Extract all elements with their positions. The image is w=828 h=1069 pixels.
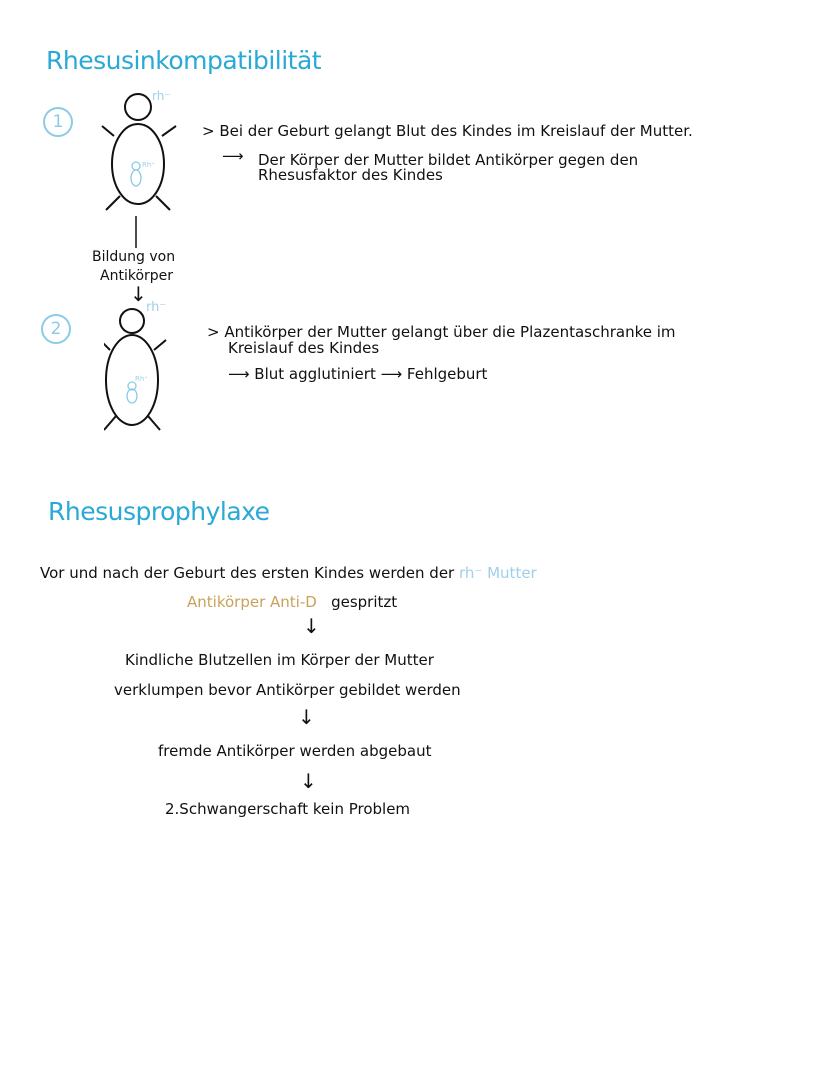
prophylaxis-antibody: Antikörper Anti-D <box>187 593 317 611</box>
prophylaxis-antibody-line <box>187 594 397 610</box>
prophylaxis-step-1a: Kindliche Blutzellen im Körper der Mutter <box>125 651 434 669</box>
prophylaxis-step-2: fremde Antikörper werden abgebaut <box>158 742 432 760</box>
step-1-fetus-label: Rh⁺ <box>142 161 155 169</box>
prophylaxis-arrow-3: ↓ <box>300 769 317 793</box>
step-1-line-2a: Der Körper der Mutter bildet Antikörper gegen den <box>258 151 639 169</box>
step-1-line-2b: Rhesusfaktor des Kindes <box>258 166 443 184</box>
prophylaxis-intro-highlight: rh⁻ Mutter <box>459 564 537 582</box>
formation-label-a: Bildung von <box>92 249 176 265</box>
step-2-line-1b: Kreislauf des Kindes <box>228 339 380 357</box>
section-title-rhesusinkompatibilitaet: Rhesusinkompatibilität <box>46 46 322 75</box>
step-2-rh-label: rh⁻ <box>146 300 167 315</box>
step-1-line-1: > Bei der Geburt gelangt Blut des Kindes im Kreislauf der Mutter. <box>202 122 693 140</box>
prophylaxis-arrow-2: ↓ <box>298 705 315 729</box>
step-2-miscarriage: Fehlgeburt <box>406 365 488 383</box>
prophylaxis-step-1b: verklumpen bevor Antikörper gebildet werden <box>114 681 461 699</box>
prophylaxis-arrow-1: ↓ <box>303 614 320 638</box>
step-2-agglutination: Blut agglutiniert <box>254 365 376 383</box>
step-1-number: 1 <box>52 112 64 132</box>
formation-arrow: ↓ <box>130 282 147 306</box>
formation-label-b: Antikörper <box>100 268 174 284</box>
step-1-number-circle <box>43 107 73 137</box>
section-title-rhesusprophylaxe: Rhesusprophylaxe <box>48 497 270 526</box>
step-2-line-2 <box>228 366 487 382</box>
prophylaxis-injected: gespritzt <box>331 593 398 611</box>
step-2-number-circle <box>41 314 71 344</box>
step-2-arrow-2: ⟶ <box>380 365 403 383</box>
prophylaxis-step-3: 2.Schwangerschaft kein Problem <box>165 800 411 818</box>
step-1-rh-label: rh⁻ <box>152 89 171 103</box>
prophylaxis-intro-text: Vor und nach der Geburt des ersten Kindes werden der <box>40 564 455 582</box>
step-2-fetus-label: Rh⁺ <box>135 375 148 383</box>
step-2-line-1a: > Antikörper der Mutter gelangt über die Plazentaschranke im <box>207 323 676 341</box>
prophylaxis-intro <box>40 565 537 581</box>
step-2-arrow-1: ⟶ <box>228 365 250 383</box>
step-1-arrow: ⟶ <box>222 147 244 165</box>
step-2-number: 2 <box>50 319 62 339</box>
pregnant-mother-figure-2 <box>104 300 184 440</box>
